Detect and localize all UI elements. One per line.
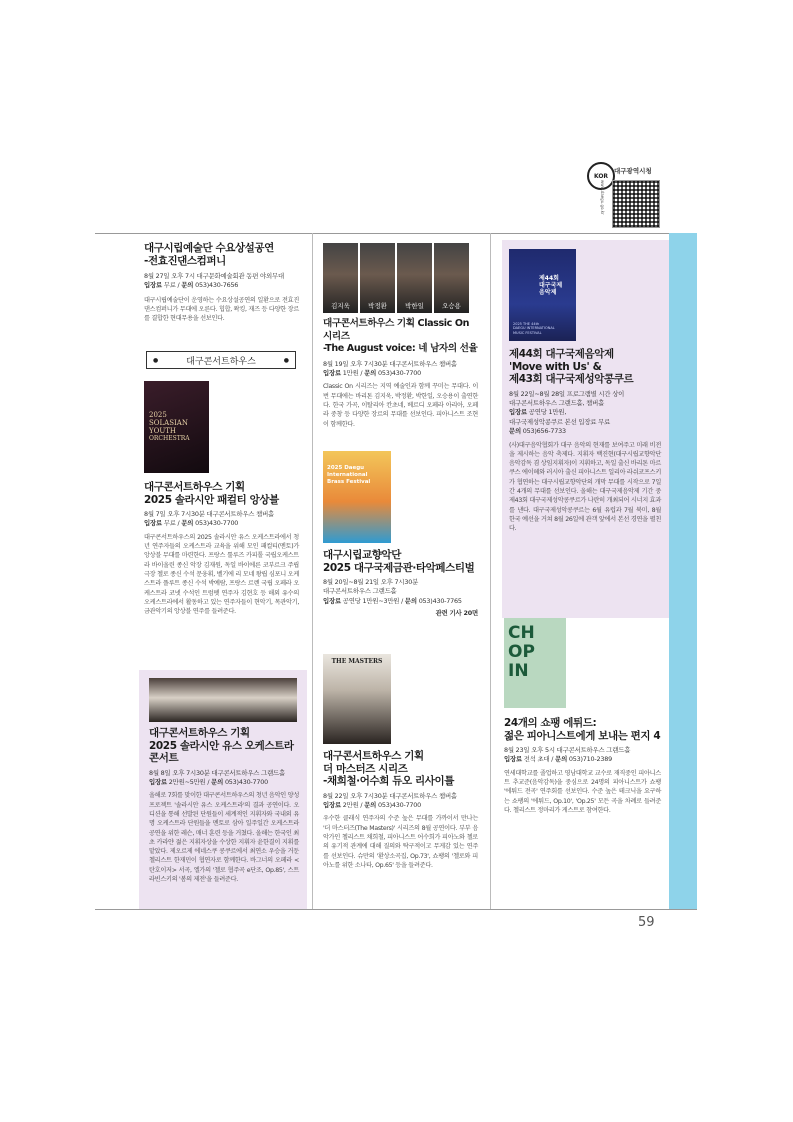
article-august-voice [323, 318, 478, 429]
brass-festival-poster: 2025 Daegu International Brass Festival [323, 451, 391, 543]
bullet-icon: ● [153, 356, 159, 364]
chopin-poster: CH OP IN [504, 618, 566, 708]
side-tab [669, 233, 697, 909]
article-title: 24개의 쇼팽 에튀드: 젊은 피아니스트에게 보내는 편지 4 [504, 717, 661, 742]
article-title: 제44회 대구국제음악제 'Move with Us' & 제43회 대구국제성악콩쿠르 [509, 348, 634, 385]
article-meta: 8월 19일 오후 7시30분 대구콘서트하우스 챔버홀 입장료 1만원 / 문의 053)430-7700 [323, 359, 457, 377]
masters-poster: THE MASTERS [323, 654, 391, 744]
column-divider [490, 233, 491, 909]
bullet-icon: ● [283, 356, 289, 364]
orchestra-photo [149, 678, 297, 722]
qr-url: www.daegu.go.kr [600, 180, 605, 215]
article-meta: 8월 8일 오후 7시30분 대구콘서트하우스 그랜드홀 입장료 2만원~5만원 / 문의 053)430-7700 [149, 768, 286, 786]
article-youth-orchestra [149, 727, 299, 884]
article-dance [144, 242, 299, 324]
article-body: 올해로 7회를 맞이한 대구콘서트하우스의 청년 음악인 양성 프로젝트 '솔라시안 유스 오케스트라'의 결과 공연이다. 오디션을 통해 선발된 단원들이 세계적인 지휘자와 국내외 유명 오케스트라 단원들을 멘토로 삼아 일주일간 오케스트라 공연을 위한 레슨, 매너 훈련 등을 거쳤다. 올해는 한국인 최초 카라얀 젊은 지휘자상을 수상한 지휘자 윤한결이 지휘를 맡았다. 제오르제 에네스쿠 콩쿠르에서 최연소 우승을 거둔 첼리스트 한재민이 협연자로 함께한다. 바그너의 오페라 <탄호이저> 서곡, 엘가의 '첼로 협주곡 e단조, Op.85', 스트라빈스키의 '봄의 제전'을 들려준다. [149, 792, 299, 883]
solasian-poster-image: 2025 SOLASIAN YOUTH ORCHESTRA [144, 381, 209, 473]
article-title: 대구시립교향악단 2025 대구국제금관·타악페스티벌 [323, 549, 475, 574]
article-title: 대구콘서트하우스 기획 2025 솔라시안 유스 오케스트라 콘서트 [149, 727, 294, 764]
qr-code-icon[interactable] [612, 180, 660, 228]
city-name: 대구광역시청 [614, 167, 652, 175]
bottom-rule [95, 909, 697, 910]
article-masters-duo [323, 750, 478, 870]
article-title: 대구콘서트하우스 기획 2025 솔라시안 패컬티 앙상블 [144, 481, 279, 506]
article-music-festival [509, 348, 661, 534]
music-festival-poster: 제44회 대구국제 음악제 2025 THE 44th DAEGU INTERNATIONAL MUSIC FESTIVAL [509, 249, 576, 341]
related-article-ref: 관련 기사 20면 [435, 609, 478, 618]
article-body: 연세대학교를 졸업하고 영남대학교 교수로 재직중인 피아니스트 추교준(음악감독)을 중심으로 24명의 피아니스트가 쇼팽 '에튀드 전곡' 연주회를 선보인다. 수준 높은 테크닉을 요구하는 쇼팽의 '에튀드, Op.10', 'Op.25' 모든 곡을 차례로 들려준다. 첼리스트 정마리가 게스트로 참여한다. [504, 769, 661, 814]
article-body: (사)대구음악협회가 대구 음악의 현재를 보여주고 미래 비전을 제시하는 음악 축제다. 지휘자 백진현(대구시립교향악단 음악감독 겸 상임지휘자)이 지휘하고, 독일 출신 바리톤 마르쿠스 에이헤와 러시아 출신 피아니스트 일리아 라쉬코프스키가 협연하는 대구시립교향악단의 개막 무대를 시작으로 7일간 4개의 무대를 선보인다. 올해는 대구국제음악제 기간 중 제43회 대구국제성악콩쿠르가 나란히 개최되어 시너지 효과를 낸다. 대구국제성악콩쿠르는 6월 유럽과 7월 북미, 8월 한국 예선을 거쳐 8월 26일에 관객 앞에서 본선 경연을 펼친다. [509, 441, 661, 533]
article-faculty-ensemble [144, 481, 299, 616]
section-banner: ● 대구콘서트하우스 ● [146, 351, 296, 369]
performer-photo: 오승용 [434, 243, 469, 313]
article-body: 우수한 클래식 연주자의 수준 높은 무대를 가까이서 만나는 '더 마스터즈(The Masters)' 시리즈의 8월 공연이다. 부부 음악가인 첼리스트 채희철, 피아니스트 어수희가 피아노와 첼로의 유기적 관계에 대해 질의와 탁구적이고 무게감 있는 연주를 선보인다. 슈만의 '환상소곡집, Op.73', 쇼팽의 '첼로와 피아노를 위한 소나타, Op.65' 등을 들려준다. [323, 815, 478, 869]
article-title: 대구콘서트하우스 기획 Classic On 시리즈 -The August voice: 네 남자의 선율 [323, 318, 478, 354]
performer-photo: 김지욱 [323, 243, 358, 313]
article-meta: 8월 20일~8월 21일 오후 7시30분 대구콘서트하우스 그랜드홀 입장료 공연당 1만원~3만원 / 문의 053)430-7765 [323, 578, 462, 605]
performer-photo: 박정환 [360, 243, 395, 313]
article-body: 대구콘서트하우스의 2025 솔라시안 유스 오케스트라에서 청년 연주자들의 오케스트라 교육을 위해 모인 패컬티(멘토)가 앙상블 무대를 마련한다. 프랑스 툴루즈 카피톨 국립오케스트라 바이올린 종신 악장 김재원, 독일 바이에른 코부르크 주립극장 첼로 종신 수석 문웅휘, 벨기에 리 모네 왕립 심포니 오케스트라 플루트 종신 수석 박예람, 프랑스 르렌 국립 오페라 오케스트라 코넷 수석인 트럼펫 연주자 김현호 등 해외 유수의 오케스트라에서 활동하고 있는 연주자들이 현악기, 목관악기, 금관악기의 앙상블 연주를 들려준다. [144, 533, 299, 616]
article-brass-festival [323, 549, 478, 619]
performers-photo [323, 243, 469, 313]
article-meta: 8월 23일 오후 5시 대구콘서트하우스 그랜드홀 입장료 전석 초대 / 문의 053)710-2389 [504, 746, 631, 764]
article-meta: 8월 27일 오후 7시 대구문화예술회관 동편 야외무대 입장료 무료 / 문의 053)430-7656 [144, 272, 284, 290]
article-meta: 8월 22일 오후 7시30분 대구콘서트하우스 챔버홀 입장료 2만원 / 문의 053)430-7700 [323, 791, 457, 809]
column-divider [312, 233, 313, 909]
page-number: 59 [638, 915, 655, 930]
city-logo: KOR [587, 162, 615, 190]
article-meta: 8월 22일~8월 28일 프로그램별 시간 상이 대구콘서트하우스 그랜드홀, 챔버홀 입장료 공연당 1만원, 대구국제성악콩쿠르 본선 입장료 무료 문의 053)656-7733 [509, 389, 625, 436]
article-body: Classic On 시리즈는 지역 예술인과 함께 꾸미는 무대다. 이번 무대에는 바리톤 김지욱, 박정환, 박한일, 오승용이 출연한다. 한국 가곡, 이탈리아 칸초네, 베르디 오페라 아리아, 오페라 중창 등 다양한 장르의 무대를 선보인다. 피아니스트 조현이 함께한다. [323, 383, 478, 428]
article-chopin-etudes [504, 717, 661, 815]
article-title: 대구시립예술단 수요상설공연 -전효진댄스컴퍼니 [144, 242, 274, 267]
performer-photo: 박한일 [397, 243, 432, 313]
article-body: 대구시립예술단이 운영하는 수요상설공연의 일환으로 전효진댄스컴퍼니가 무대에 오른다. 힙합, 왁킹, 재즈 등 다양한 장르를 결합한 현대무용을 선보인다. [144, 296, 299, 323]
article-meta: 8월 7일 오후 7시30분 대구콘서트하우스 챔버홀 입장료 무료 / 문의 053)430-7700 [144, 510, 275, 528]
top-rule [95, 233, 697, 234]
article-title: 대구콘서트하우스 기획 더 마스터즈 시리즈 -채희철·어수희 듀오 리사이틀 [323, 750, 454, 787]
